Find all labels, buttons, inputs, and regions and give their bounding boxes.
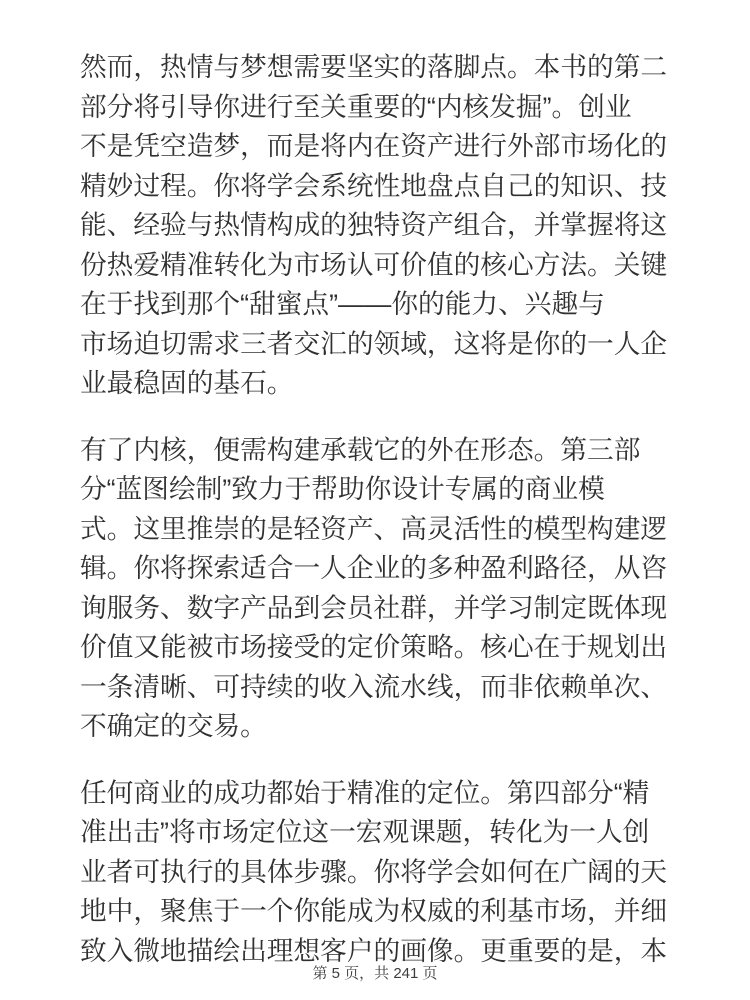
text-line: 一条清晰、可持续的收入流水线，而非依赖单次、	[80, 671, 668, 702]
page-content	[80, 48, 680, 971]
text-line: 地中，聚焦于一个你能成为权威的利基市场，并细	[80, 896, 668, 926]
text-line: 能、经验与热情构成的独特资产组合，并掌握将这	[80, 210, 668, 240]
text-line: 市场迫切需求三者交汇的领域，这将是你的一人企	[80, 328, 668, 359]
text-line: 价值又能被市场接受的定价策略。核心在于规划出	[80, 632, 668, 662]
text-line: 业最稳固的基石。	[80, 368, 294, 398]
text-line: 有了内核，便需构建承载它的外在形态。第三部	[80, 434, 641, 465]
text-line: 精妙过程。你将学会系统性地盘点自己的知识、技	[80, 170, 668, 201]
text-line: 式。这里推崇的是轻资产、高灵活性的模型构建逻	[80, 513, 668, 544]
paragraph-3	[80, 774, 680, 972]
text-line: 询服务、数字产品到会员社群，并学习制定既体现	[80, 592, 668, 623]
text-line: 致入微地描绘出理想客户的画像。更重要的是，本	[80, 935, 668, 966]
text-line: 准出击”将市场定位这一宏观课题，转化为一人创	[80, 817, 650, 847]
text-line: 在于找到那个“甜蜜点”——你的能力、兴趣与	[80, 289, 605, 319]
text-line: 不确定的交易。	[80, 711, 267, 741]
page-number-indicator: 第 5 页，共 241 页	[312, 965, 438, 982]
text-line: 不是凭空造梦，而是将内在资产进行外部市场化的	[80, 131, 668, 161]
text-line: 分“蓝图绘制”致力于帮助你设计专属的商业模	[80, 474, 605, 504]
text-line: 部分将引导你进行至关重要的“内核发掘”。创业	[80, 91, 632, 122]
text-line: 份热爱精准转化为市场认可价值的核心方法。关键	[80, 249, 668, 280]
paragraph-2	[80, 431, 680, 747]
paragraph-1	[80, 48, 680, 404]
text-line: 然而，热情与梦想需要坚实的落脚点。本书的第二	[80, 52, 668, 82]
text-line: 业者可执行的具体步骤。你将学会如何在广阔的天	[80, 856, 668, 887]
text-line: 任何商业的成功都始于精准的定位。第四部分“精	[80, 777, 650, 808]
text-line: 辑。你将探索适合一人企业的多种盈利路径，从咨	[80, 553, 668, 583]
